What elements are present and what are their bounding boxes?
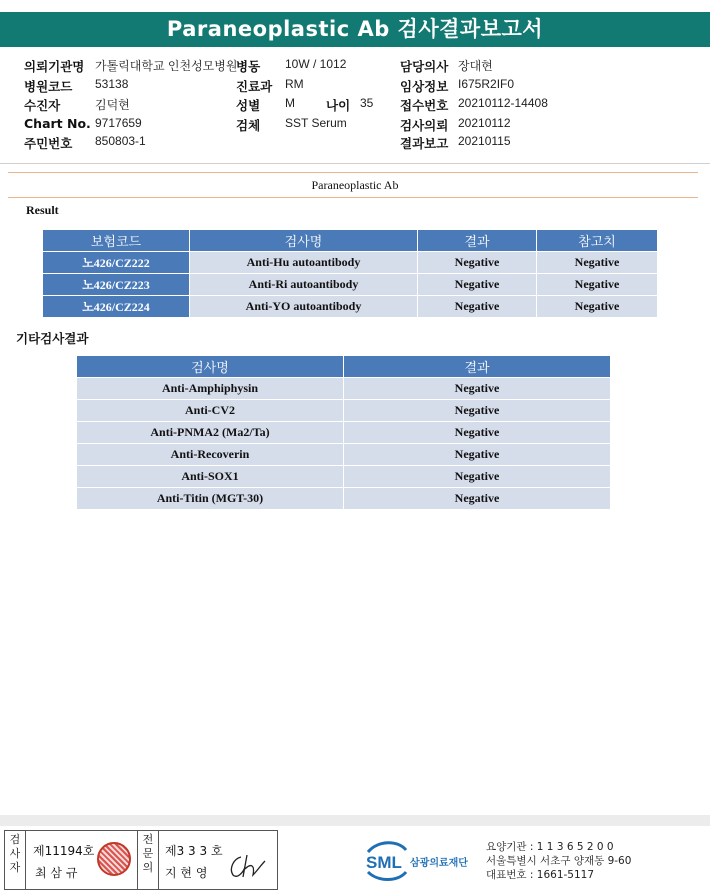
info-label: 나이 [326, 98, 351, 113]
column-header: 검사명 [77, 356, 343, 377]
report-title: Paraneoplastic Ab 검사결과보고서 [0, 12, 710, 47]
company-line: 대표번호 : 1661-5117 [486, 869, 595, 881]
info-label: 의뢰기관명 [24, 59, 85, 74]
official-seal-icon [97, 842, 131, 876]
column-header: 결과 [344, 356, 610, 377]
company-line: 서울특별시 서초구 양재동 9-60 [486, 855, 632, 867]
table-row [77, 378, 610, 399]
result-table [42, 229, 658, 318]
divider [8, 172, 698, 173]
info-label: 접수번호 [400, 98, 449, 113]
info-value: 20210115 [458, 134, 511, 148]
label-char: 의 [142, 861, 154, 874]
test-name: Anti-YO autoantibody [190, 296, 417, 317]
test-result: Negative [418, 296, 536, 317]
column-header: 검사명 [190, 230, 417, 251]
table-row [77, 488, 610, 509]
test-result: Negative [344, 488, 610, 509]
reference-value: Negative [537, 274, 657, 295]
sml-logo-icon [364, 836, 484, 886]
other-results-heading: 기타검사결과 [16, 331, 89, 346]
company-line: 요양기관 : 1 1 3 6 5 2 0 0 [486, 841, 614, 853]
test-result: Negative [418, 274, 536, 295]
test-result: Negative [344, 378, 610, 399]
company-name: 삼광의료재단 [410, 858, 468, 869]
info-value: 20210112 [458, 116, 511, 130]
column-header: 참고치 [537, 230, 657, 251]
other-results-table [76, 355, 611, 510]
test-name: Anti-Recoverin [77, 444, 343, 465]
table-row [43, 274, 657, 295]
test-name: Anti-Amphiphysin [77, 378, 343, 399]
section-subtitle: Paraneoplastic Ab [311, 178, 399, 192]
test-result: Negative [418, 252, 536, 273]
info-label: Chart No. [24, 116, 91, 131]
examiner-license-no: 제11194호 [33, 844, 95, 858]
test-name: Anti-SOX1 [77, 466, 343, 487]
examiner-name: 최 삼 규 [35, 866, 78, 880]
table-row [43, 252, 657, 273]
test-result: Negative [344, 444, 610, 465]
divider [0, 163, 710, 164]
insurance-code: 노426/CZ222 [43, 252, 189, 273]
info-label: 진료과 [236, 79, 273, 94]
logo-text: SML [366, 853, 402, 872]
table-header-row [43, 230, 657, 251]
test-name: Anti-CV2 [77, 400, 343, 421]
info-value: 10W / 1012 [285, 57, 347, 71]
info-value: 가톨릭대학교 인천성모병원 [95, 59, 238, 73]
label-char: 사 [9, 847, 21, 860]
table-row [43, 296, 657, 317]
table-header-row [77, 356, 610, 377]
table-row [77, 422, 610, 443]
info-label: 결과보고 [400, 136, 449, 151]
test-result: Negative [344, 466, 610, 487]
footer-divider [0, 815, 710, 826]
info-value: RM [285, 77, 304, 91]
insurance-code: 노426/CZ223 [43, 274, 189, 295]
label-char: 문 [142, 847, 154, 860]
test-result: Negative [344, 400, 610, 421]
label-char: 자 [9, 861, 21, 874]
info-label: 검체 [236, 118, 261, 133]
patient-info [0, 52, 710, 162]
info-label: 병원코드 [24, 79, 73, 94]
test-result: Negative [344, 422, 610, 443]
signature-icon [227, 851, 267, 881]
table-row [77, 444, 610, 465]
test-name: Anti-PNMA2 (Ma2/Ta) [77, 422, 343, 443]
info-value: 장대현 [458, 59, 493, 73]
info-value: SST Serum [285, 116, 347, 130]
test-name: Anti-Hu autoantibody [190, 252, 417, 273]
table-row [77, 400, 610, 421]
table-row [77, 466, 610, 487]
info-value: 20210112-14408 [458, 96, 548, 110]
info-value: 850803-1 [95, 134, 146, 148]
info-label: 담당의사 [400, 59, 449, 74]
info-label: 임상정보 [400, 79, 449, 94]
info-value: M [285, 96, 295, 110]
info-value: 김덕현 [95, 98, 130, 112]
test-name: Anti-Ri autoantibody [190, 274, 417, 295]
label-char: 전 [142, 833, 154, 846]
result-heading: Result [26, 203, 59, 217]
test-name: Anti-Titin (MGT-30) [77, 488, 343, 509]
examiner-label [5, 831, 25, 889]
info-label: 검사의뢰 [400, 118, 449, 133]
label-char: 검 [9, 833, 21, 846]
reference-value: Negative [537, 296, 657, 317]
info-value: 35 [360, 96, 374, 110]
reviewer-label [138, 831, 158, 889]
signature-box [4, 830, 278, 890]
reference-value: Negative [537, 252, 657, 273]
divider [158, 831, 159, 889]
insurance-code: 노426/CZ224 [43, 296, 189, 317]
info-label: 병동 [236, 59, 261, 74]
info-value: 53138 [95, 77, 129, 91]
info-label: 주민번호 [24, 136, 73, 151]
info-value: 9717659 [95, 116, 142, 130]
divider [8, 197, 698, 198]
column-header: 보험코드 [43, 230, 189, 251]
info-label: 수진자 [24, 98, 61, 113]
info-value: I675R2IF0 [458, 77, 515, 91]
reviewer-license-no: 제3 3 3 호 [165, 844, 223, 858]
reviewer-name: 지 현 영 [165, 866, 208, 880]
company-info [486, 840, 631, 882]
info-label: 성별 [236, 98, 261, 113]
column-header: 결과 [418, 230, 536, 251]
divider [25, 831, 26, 889]
